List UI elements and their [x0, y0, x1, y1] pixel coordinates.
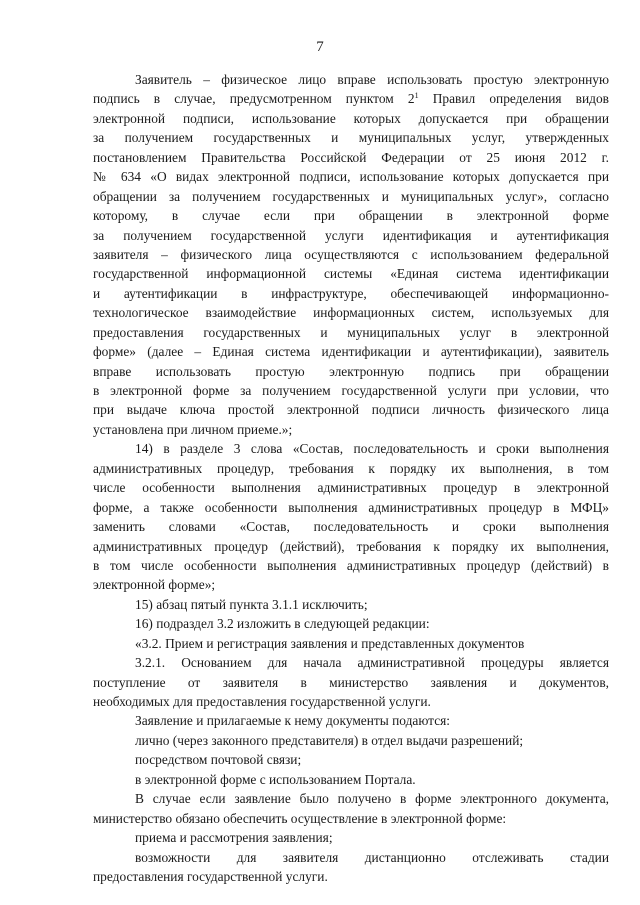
text-line: и аутентификации в инфраструктуре, обеспечивающей информационно- [93, 285, 609, 301]
text-line: государственной информационной системы «Единая система идентификации [93, 266, 609, 282]
text-line: электронной подписи, использование которых допускается при обращении [93, 110, 609, 126]
text-line: административных процедур, требования к порядку их выполнения, в том [93, 460, 609, 476]
text-line: «3.2. Прием и регистрация заявления и представленных документов [135, 635, 525, 651]
text-line: Заявитель – физическое лицо вправе использовать простую электронную [135, 72, 609, 87]
text-line: предоставления государственной услуги. [93, 868, 328, 884]
text-line: министерство обязано обеспечить осуществление в электронной форме: [93, 810, 507, 826]
text-line: электронной форме»; [93, 577, 216, 593]
text-fragment: подпись в случае, предусмотренном пунктом 2 [93, 91, 415, 107]
text-line: установлена при личном приеме.»; [93, 421, 293, 437]
text-line: за получением государственной услуги идентификация и аутентификация [93, 227, 609, 243]
text-line: форме, а также особенности выполнения административных процедур в МФЦ» [93, 499, 609, 515]
text-line: возможности для заявителя дистанционно отслеживать стадии [135, 849, 609, 865]
text-line: № 634 «О видах электронной подписи, использование которых допускается при [93, 169, 609, 185]
text-line: постановлением Правительства Российской Федерации от 25 июня 2012 г. [93, 149, 609, 165]
text-line: за получением государственных и муниципальных услуг, утвержденных [93, 130, 609, 146]
text-line: в том числе особенности выполнения административных процедур (действий) в [93, 557, 609, 573]
text-line: 3.2.1. Основанием для начала административной процедуры является [135, 655, 609, 671]
text-line: приема и рассмотрения заявления; [135, 830, 333, 846]
text-line: поступление от заявителя в министерство заявления и документов, [93, 674, 609, 690]
text-line: заявителя – физического лица осуществляются с использованием федеральной [93, 246, 609, 262]
text-line: форме» (далее – Единая система идентификации и аутентификации), заявитель [93, 344, 609, 360]
text-line: посредством почтовой связи; [135, 752, 302, 768]
text-line: которому, в случае если при обращении в электронной форме [93, 208, 609, 224]
text-line: лично (через законного представителя) в отдел выдачи разрешений; [135, 732, 524, 748]
text-line: заменить словами «Состав, последовательность и сроки выполнения [93, 519, 609, 535]
document-body [93, 70, 609, 886]
text-line: предоставления государственных и муниципальных услуг в электронной [93, 324, 609, 340]
footnote-superscript: 1 [414, 91, 419, 101]
text-line: Заявление и прилагаемые к нему документы подаются: [135, 713, 451, 729]
text-line: вправе использовать простую электронную подпись при обращении [93, 363, 609, 379]
text-line: 14) в разделе 3 слова «Состав, последовательность и сроки выполнения [135, 441, 609, 457]
text-line: в электронной форме за получением государственной услуги при условии, что [93, 383, 609, 398]
text-line: 16) подраздел 3.2 изложить в следующей редакции: [135, 616, 430, 632]
text-line: в электронной форме с использованием Портала. [135, 771, 416, 787]
text-line: обращении за получением государственных и муниципальных услуг», согласно [93, 188, 609, 204]
text-line: 15) абзац пятый пункта 3.1.1 исключить; [135, 596, 368, 612]
text-fragment: Правил определения видов [418, 91, 609, 107]
text-line: технологическое взаимодействие информационных систем, используемых для [93, 305, 609, 321]
text-line: административных процедур (действий), требования к порядку их выполнения, [93, 538, 609, 554]
text-line: В случае если заявление было получено в форме электронного документа, [135, 791, 609, 807]
text-line: числе особенности выполнения административных процедур в электронной [93, 480, 609, 496]
text-line: при выдаче ключа простой электронной подписи личность физического лица [93, 402, 609, 418]
text-line: необходимых для предоставления государственной услуги. [93, 694, 431, 709]
text-line [93, 89, 609, 108]
page-number: 7 [316, 39, 324, 55]
